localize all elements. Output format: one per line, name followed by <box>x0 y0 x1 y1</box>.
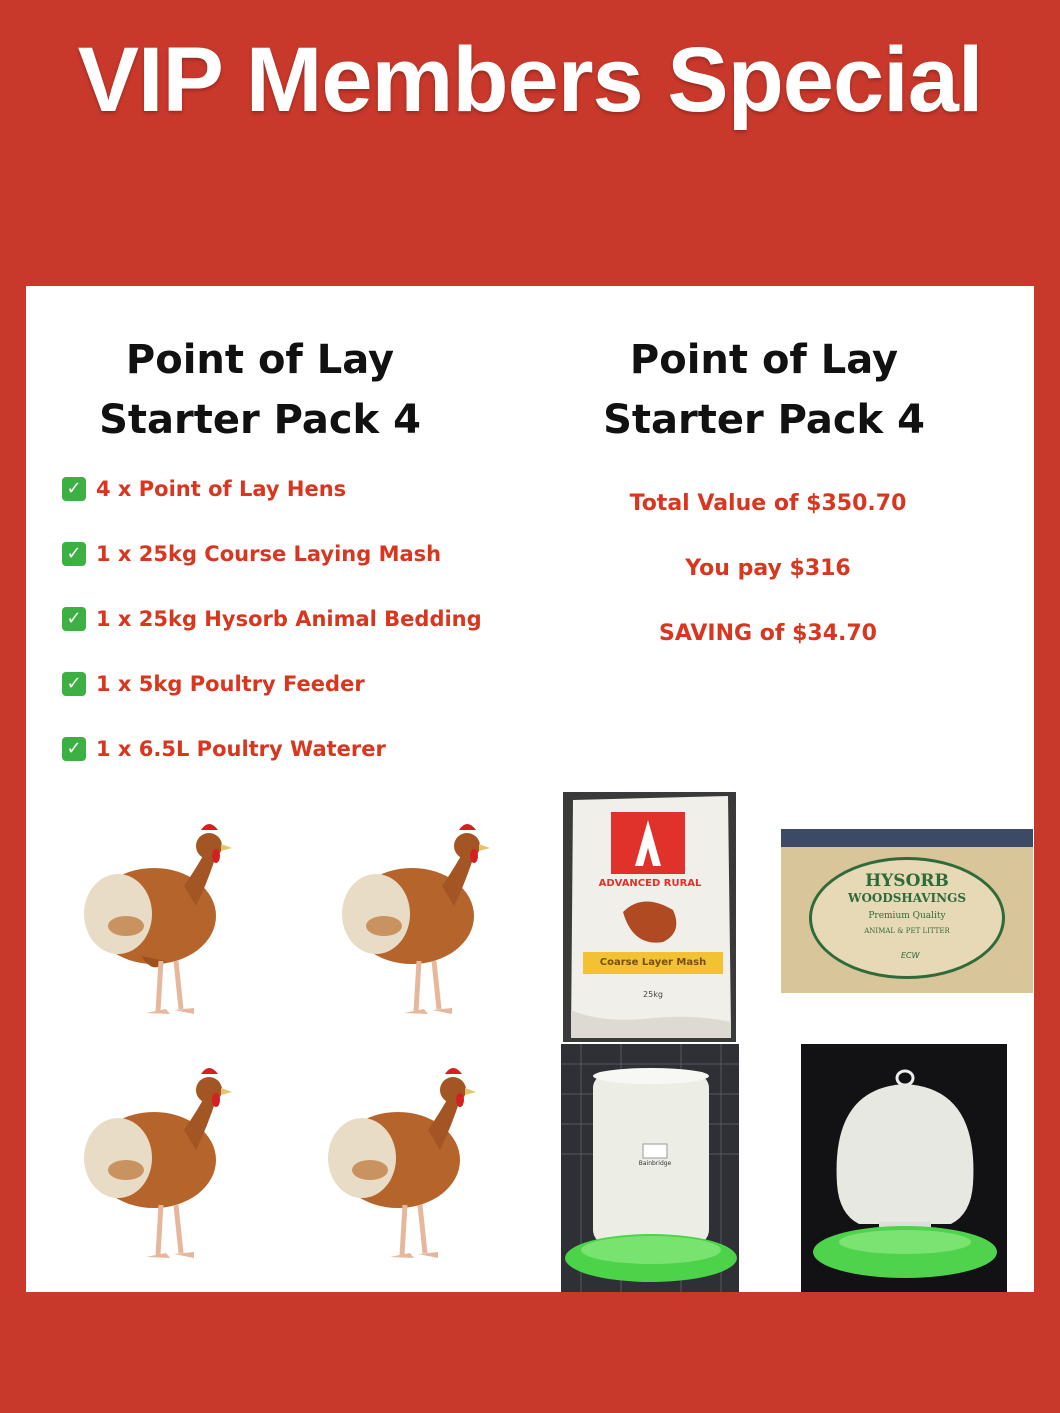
checkmark-icon: ✓ <box>62 477 86 501</box>
mash-weight: 25kg <box>643 990 663 999</box>
mash-brand: ADVANCED RURAL <box>598 878 702 889</box>
hen-image <box>66 1060 236 1270</box>
left-pack-title-line2: Starter Pack 4 <box>99 397 421 443</box>
mash-name: Coarse Layer Mash <box>599 957 707 968</box>
hysorb-bedding-image <box>781 829 1033 993</box>
banner-title: VIP Members Special <box>77 29 983 131</box>
hen-image <box>310 1060 480 1270</box>
poultry-waterer-image <box>801 1044 1007 1292</box>
right-pack-title-line1: Point of Lay <box>629 337 899 383</box>
pricing-block <box>560 482 976 677</box>
pack-items-list <box>62 456 482 781</box>
item-label: 1 x 5kg Poultry Feeder <box>96 671 365 696</box>
feeder-brand: Bainbridge <box>638 1160 672 1167</box>
checkmark-icon: ✓ <box>62 672 86 696</box>
right-pack-title-line2: Starter Pack 4 <box>603 397 925 443</box>
hysorb-maker: ECW <box>901 951 920 960</box>
list-item <box>62 716 482 781</box>
left-pack-title <box>56 330 464 450</box>
left-pack-title-line1: Point of Lay <box>125 337 395 383</box>
offer-card <box>26 286 1034 1292</box>
item-label: 1 x 25kg Hysorb Animal Bedding <box>96 606 482 631</box>
hysorb-quality: Premium Quality <box>868 911 946 921</box>
you-pay: You pay $316 <box>685 556 851 581</box>
item-label: 1 x 25kg Course Laying Mash <box>96 541 442 566</box>
item-label: 1 x 6.5L Poultry Waterer <box>96 736 386 761</box>
checkmark-icon: ✓ <box>62 542 86 566</box>
right-pack-title <box>560 330 968 450</box>
laying-mash-bag-image <box>563 792 736 1042</box>
list-item <box>62 586 482 651</box>
list-item <box>62 651 482 716</box>
saving: SAVING of $34.70 <box>659 621 877 646</box>
checkmark-icon: ✓ <box>62 737 86 761</box>
hen-image <box>66 816 236 1026</box>
checkmark-icon: ✓ <box>62 607 86 631</box>
hysorb-product: WOODSHAVINGS <box>847 891 967 905</box>
item-label: 4 x Point of Lay Hens <box>96 476 347 501</box>
hysorb-brand: HYSORB <box>865 871 949 891</box>
list-item <box>62 456 482 521</box>
hen-image <box>324 816 494 1026</box>
total-value: Total Value of $350.70 <box>629 491 907 516</box>
poultry-feeder-image <box>561 1044 739 1292</box>
list-item <box>62 521 482 586</box>
hysorb-use: ANIMAL & PET LITTER <box>864 927 950 935</box>
